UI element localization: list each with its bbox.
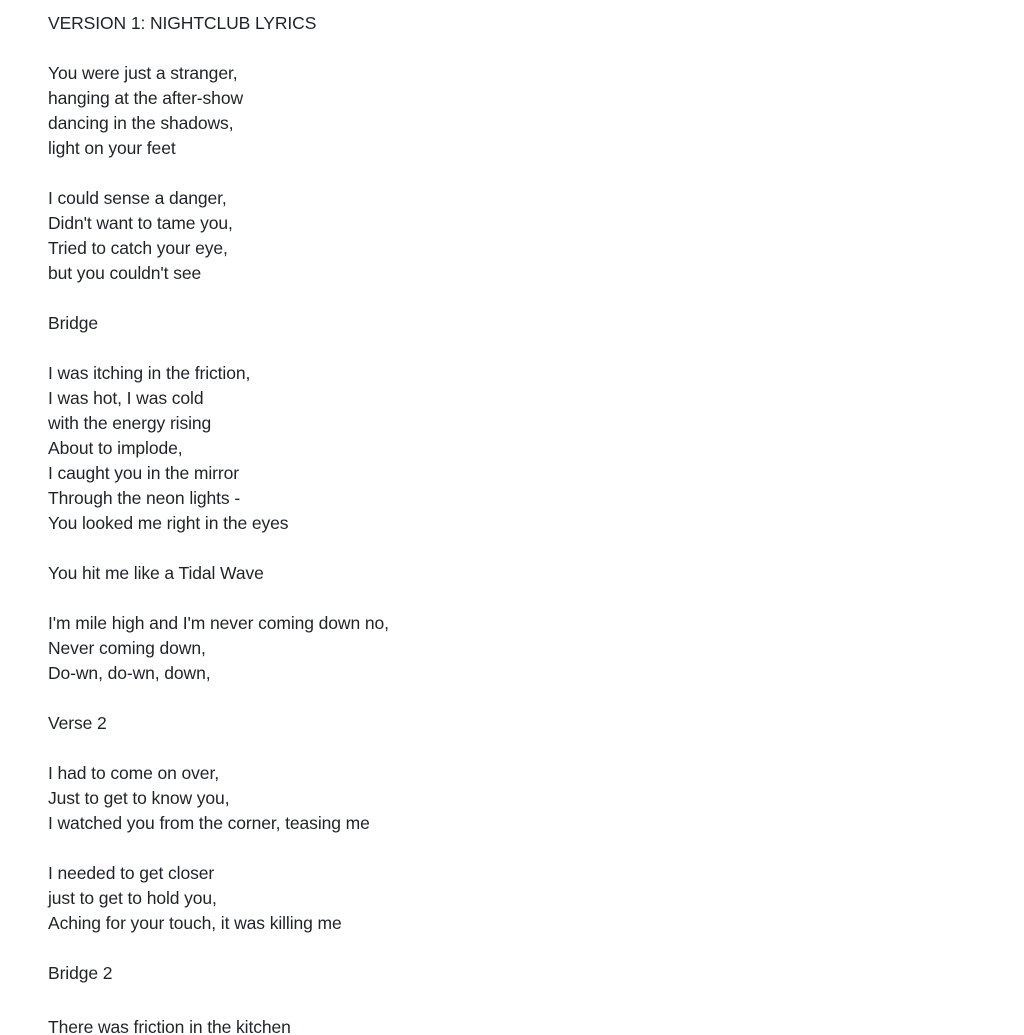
- lyrics-document: [48, 11, 988, 1035]
- lyric-line-partial: There was friction in the kitchen: [48, 1017, 291, 1035]
- lyric-line: I'm mile high and I'm never coming down no,: [48, 613, 389, 633]
- lyric-line: About to implode,: [48, 438, 183, 458]
- lyric-line: Aching for your touch, it was killing me: [48, 913, 342, 933]
- lyric-line: I watched you from the corner, teasing me: [48, 813, 370, 833]
- lyric-line: I needed to get closer: [48, 863, 215, 883]
- blank-line: [48, 736, 988, 761]
- lyric-line: with the energy rising: [48, 413, 212, 433]
- lyric-line: I was hot, I was cold: [48, 388, 204, 408]
- lyric-line: I had to come on over,: [48, 763, 219, 783]
- section-label-bridge: Bridge: [48, 313, 98, 333]
- lyric-line: just to get to hold you,: [48, 888, 217, 908]
- lyric-line: Through the neon lights -: [48, 488, 241, 508]
- blank-line: [48, 586, 988, 611]
- blank-line: [48, 336, 988, 361]
- lyric-line: dancing in the shadows,: [48, 113, 234, 133]
- blank-line: [48, 936, 988, 961]
- lyric-line: You looked me right in the eyes: [48, 513, 289, 533]
- lyric-line: but you couldn't see: [48, 263, 202, 283]
- blank-line: [48, 36, 988, 61]
- lyric-line: hanging at the after-show: [48, 88, 243, 108]
- section-label-verse-2: Verse 2: [48, 713, 107, 733]
- blank-line: [48, 536, 988, 561]
- blank-line: [48, 161, 988, 186]
- document-title: VERSION 1: NIGHTCLUB LYRICS: [48, 13, 317, 33]
- lyric-line: I could sense a danger,: [48, 188, 227, 208]
- lyric-line: light on your feet: [48, 138, 176, 158]
- lyric-line: Never coming down,: [48, 638, 206, 658]
- hook-line: You hit me like a Tidal Wave: [48, 563, 264, 583]
- lyric-line: Tried to catch your eye,: [48, 238, 228, 258]
- page-cutoff-clip: [48, 1011, 291, 1035]
- blank-line: [48, 286, 988, 311]
- lyric-line: You were just a stranger,: [48, 63, 238, 83]
- section-label-bridge-2: Bridge 2: [48, 963, 113, 983]
- lyric-line: Do-wn, do-wn, down,: [48, 663, 211, 683]
- lyric-line: Just to get to know you,: [48, 788, 230, 808]
- lyric-line: I was itching in the friction,: [48, 363, 251, 383]
- blank-line: [48, 686, 988, 711]
- blank-line: [48, 836, 988, 861]
- lyric-line: Didn't want to tame you,: [48, 213, 233, 233]
- lyric-line: I caught you in the mirror: [48, 463, 239, 483]
